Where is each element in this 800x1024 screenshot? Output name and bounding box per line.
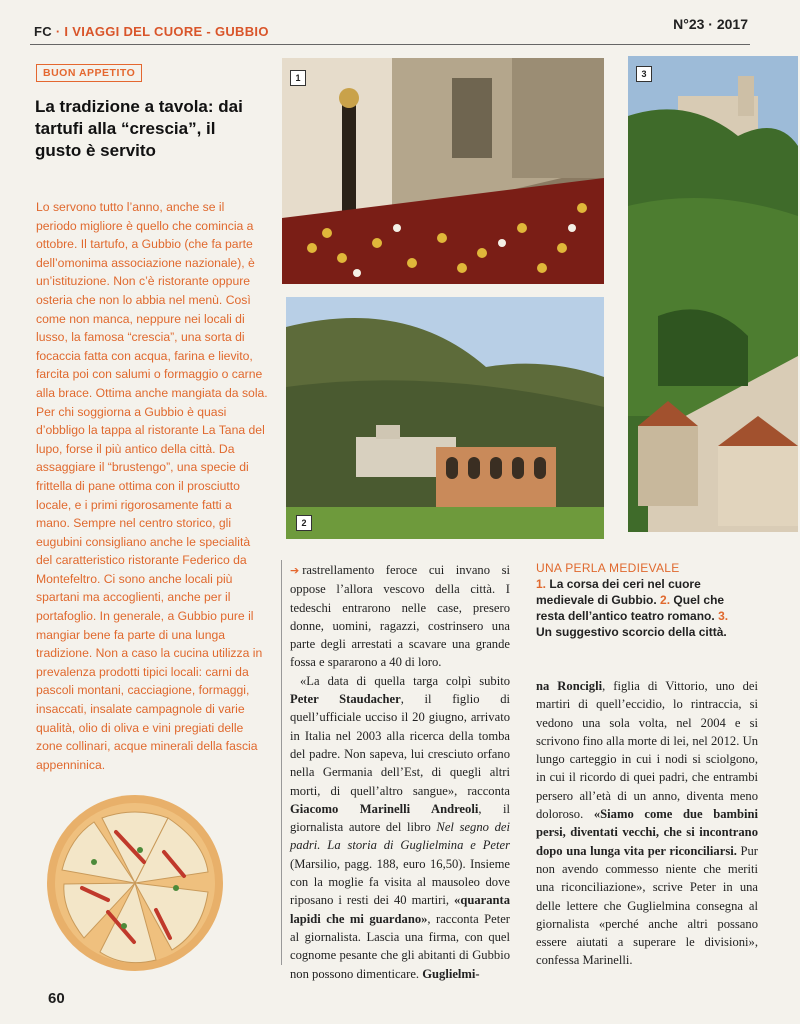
- photo-number-3: 3: [636, 66, 652, 82]
- section-title: I VIAGGI DEL CUORE - GUBBIO: [64, 24, 269, 39]
- paragraph-1: ➔ rastrellamento feroce cui invano si oppose l’allora vescovo della città. I tedeschi entrarono nelle case, presero donne, uomini, ragazzi, costrinsero una parte degli arrestati a scavare una grande fossa e spararono a 40 di loro.: [290, 563, 510, 670]
- photo-number-2: 2: [296, 515, 312, 531]
- caption-num-3: 3.: [718, 609, 729, 623]
- continuation-arrow-icon: ➔: [290, 564, 300, 577]
- column-divider: [281, 560, 282, 965]
- page-number: 60: [48, 990, 65, 1007]
- crescia-photo: [44, 792, 226, 974]
- sidebar-text: Lo servono tutto l’anno, anche se il periodo migliore è quello che comincia a ottobre. Il tartufo, a Gubbio (che fa parte dell’omonima associazione nazionale), è un’istituzione. Non c’è ristorante oppure osteria che non lo abbia nel menù. Così come non manca, neppure nei locali di lusso, la famosa “crescia”, una sorta di focaccia fatta con acqua, farina e lievito, farcita poi con salumi o formaggio o carne alla brace. Ottima anche mangiata da sola. Per chi soggiorna a Gubbio è quasi d’obbligo la tappa al ristorante La Tana del lupo, forse il più antico della città. Da assaggiare il “brustengo”, una specie di frittella di pane ottima con il prosciutto locale, e i primi rigorosamente fatti a mano. Sempre nel centro storico, gli eugubini consigliano anche le specialità del caratteristico ristorante Federico da Montefeltro. Ci sono anche locali più spartani ma accoglienti, anche per il portafoglio. In generale, a Gubbio pure il mangiar bene fa parte di una lunga tradizione. Non a caso la cucina utilizza in prevalenza prodotti tipici locali: carni da pascoli montani, cacciagione, formaggi, insaccati, insalate campagnole di varie qualità, olio di oliva e vini pregiati delle zone collinari, acque minerali della fascia appenninica.: [36, 200, 268, 772]
- photo-corsa-dei-ceri: [282, 58, 604, 284]
- section-badge: BUON APPETITO: [36, 64, 142, 82]
- running-header: [34, 24, 269, 39]
- issue-number: N°23 · 2017: [673, 16, 748, 32]
- quote-lapidi: «quaranta lapidi che mi guardano»: [290, 893, 510, 926]
- caption-3: Un suggestivo scorcio della città.: [536, 625, 727, 639]
- magazine-logo: FC: [34, 24, 52, 39]
- caption-2: Quel che resta dell’antico teatro romano.: [536, 593, 725, 623]
- name-roncigli: na Roncigli: [536, 679, 603, 693]
- caption-1: La corsa dei ceri nel cuore medievale di Gubbio.: [536, 577, 701, 607]
- quote-bambini: «Siamo come due bambini persi, diventati vecchi, che si incontrano dopo una lunga vita per riconciliarsi.: [536, 807, 758, 858]
- name-peter-staudacher: Peter Staudacher: [290, 692, 401, 707]
- caption-num-2: 2.: [660, 593, 671, 607]
- article-column-3: [536, 677, 758, 970]
- name-guglielmina: Guglielmi-: [422, 966, 480, 981]
- caption-num-1: 1.: [536, 577, 547, 591]
- header-divider: [30, 44, 750, 45]
- name-giacomo-marinelli: Giacomo Marinelli Andreoli: [290, 801, 479, 816]
- photo-teatro-romano: [286, 297, 604, 539]
- article-column-2: [290, 561, 510, 983]
- sidebar-headline: La tradizione a tavola: dai tartufi alla “crescia”, il gusto è servito: [35, 97, 243, 160]
- paragraph-3: na Roncigli, figlia di Vittorio, uno dei martiri di quell’eccidio, lo rintraccia, si vedono una sola volta, nel 2004 e si scrivono fino alla morte di lei, nel 2012. Un lungo carteggio in cui i nodi si sciolgono, in cui il ricordo di quei padri, che entrambi persero all’età di un anno, diventa meno doloroso. «Siamo come due bambini persi, diventati vecchi, che si incontrano dopo una lunga vita per riconciliarsi. Pur non avendo commesso niente che meriti una riconciliazione», scrive Peter in una delle lettere che Guglielmina consegna al giornalista «perché anche altri possano essere aiutati a superare le divisioni», confessa Marinelli.: [536, 679, 758, 968]
- book-title: Nel segno dei padri. La storia di Guglielmina e Peter: [290, 820, 510, 853]
- header-separator: ·: [55, 24, 61, 39]
- caption-title: UNA PERLA MEDIEVALE: [536, 561, 680, 575]
- photo-scorcio-citta: [628, 56, 798, 532]
- paragraph-2: «La data di quella targa colpì subito Peter Staudacher, il figlio di quell’ufficiale ucciso il 20 giugno, arrivato in Italia nel 2003 alla ricerca della tomba del padre. Non sapeva, lui cresciuto orfano nella Germania dell’Est, di quegli altri morti, di quell’altro sangue», racconta Giacomo Marinelli Andreoli, il giornalista autore del libro Nel segno dei padri. La storia di Guglielmina e Peter (Marsilio, pagg. 188, euro 16,50). Insieme con la moglie fa visita al mausoleo dove riposano i resti dei 40 martiri, «quaranta lapidi che mi guardano», racconta Peter al giornalista. Lascia una firma, con quel cognome pesante che gli abitanti di Gubbio non possono dimenticare. Guglielmi-: [290, 673, 511, 981]
- photo-number-1: 1: [290, 70, 306, 86]
- caption-text: [536, 576, 746, 640]
